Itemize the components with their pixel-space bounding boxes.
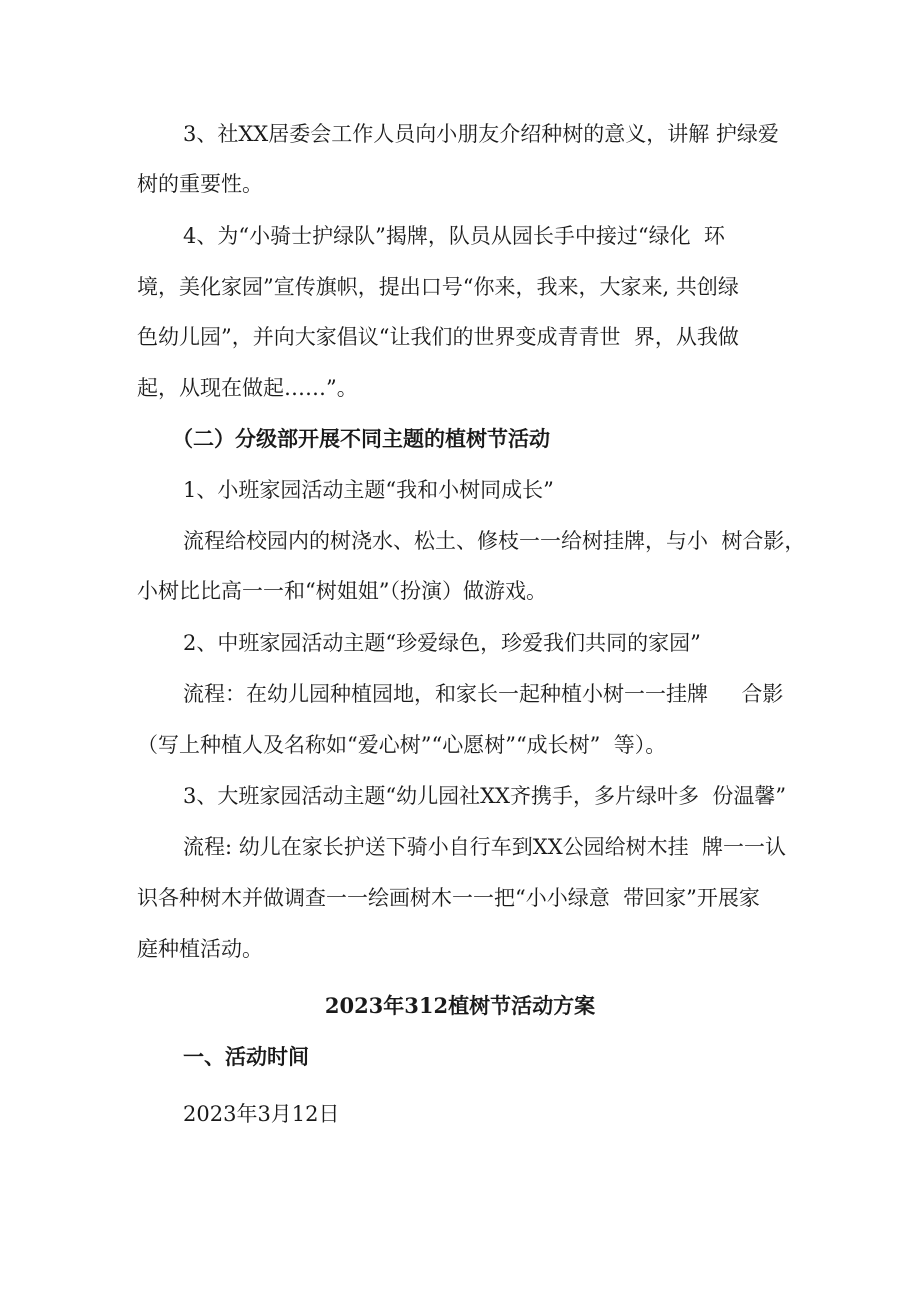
- paragraph-4-line-4: 起，从现在做起……”。: [137, 376, 358, 400]
- section-title: 2023年312植树节活动方案: [324, 993, 596, 1018]
- item-3-flow-line-1: 流程: 幼儿在家长护送下骑小自行车到XX公园给树木挂 牌一一认: [183, 835, 786, 859]
- item-1-title: 1、小班家园活动主题“我和小树同成长”: [183, 478, 554, 502]
- item-3-flow-line-2: 识各种树木并做调查一一绘画树木一一把“小小绿意 带回家”开展家: [137, 886, 760, 910]
- item-2-flow-line-1: 流程：在幼儿园种植园地，和家长一起种植小树一一挂牌 合影: [183, 682, 784, 706]
- paragraph-4-line-3: 色幼儿园”，并向大家倡议“让我们的世界变成青青世 界，从我做: [137, 325, 739, 349]
- heading-activity-time: 一、活动时间: [183, 1044, 309, 1069]
- subheading-2: （二）分级部开展不同主题的植树节活动: [172, 426, 550, 451]
- item-2-flow-line-2: （写上种植人及名称如“爱心树”“心愿树”“成长树” 等）。: [137, 733, 667, 757]
- item-3-flow-line-3: 庭种植活动。: [137, 937, 263, 961]
- paragraph-4-line-1: 4、为“小骑士护绿队”揭牌，队员从园长手中接过“绿化 环: [183, 224, 725, 248]
- paragraph-3-line-1: 3、社XX居委会工作人员向小朋友介绍种树的意义，讲解 护绿爱: [183, 122, 779, 146]
- activity-date: 2023年3月12日: [183, 1102, 340, 1126]
- paragraph-4-line-2: 境，美化家园”宣传旗帜，提出口号“你来，我来，大家来, 共创绿: [137, 275, 739, 299]
- item-2-title: 2、中班家园活动主题“珍爱绿色，珍爱我们共同的家园”: [183, 631, 701, 655]
- item-1-flow-line-1: 流程给校园内的树浇水、松土、修枝一一给树挂牌，与小 树合影，: [183, 529, 806, 553]
- paragraph-3-line-2: 树的重要性。: [137, 172, 263, 196]
- item-1-flow-line-2: 小树比比高一一和“树姐姐”（扮演）做游戏。: [137, 579, 547, 603]
- item-3-title: 3、大班家园活动主题“幼儿园社XX齐携手，多片绿叶多 份温馨”: [183, 784, 787, 808]
